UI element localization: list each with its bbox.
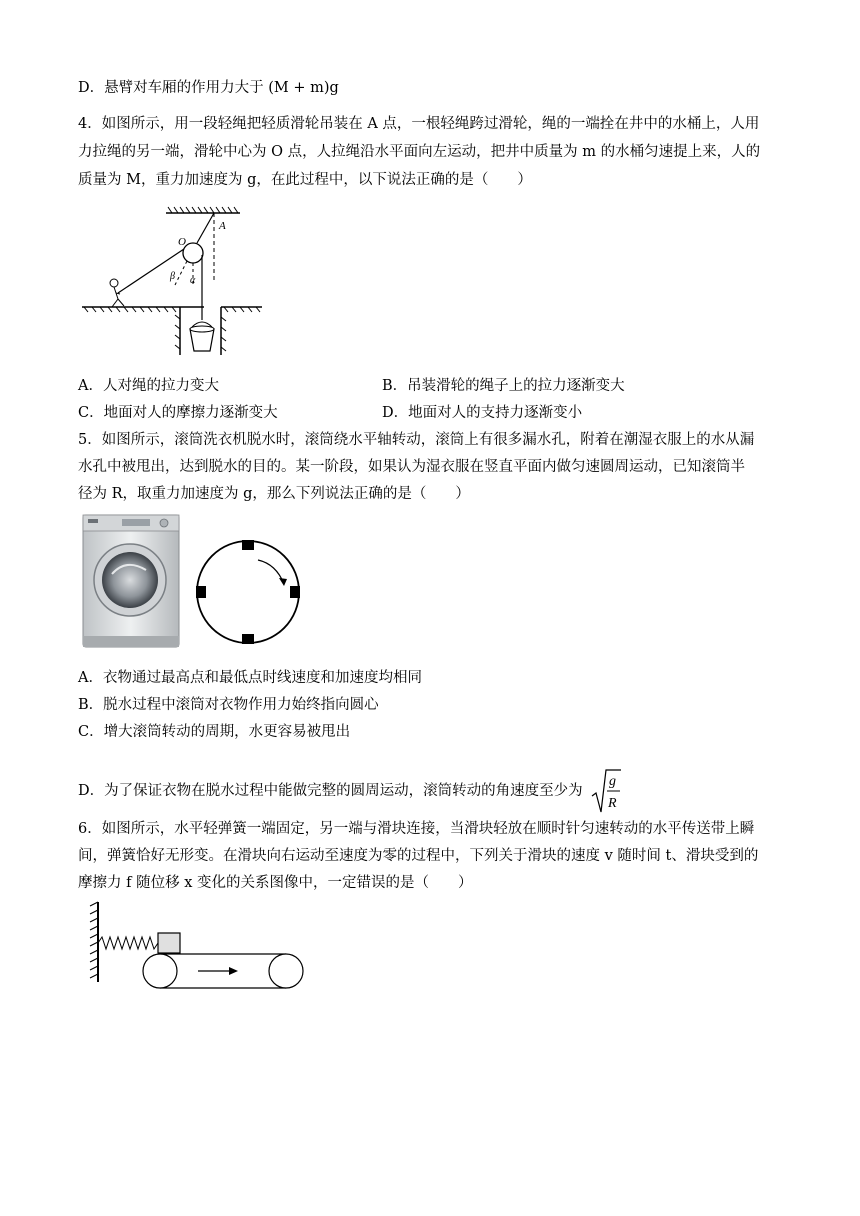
label-alpha: α <box>190 275 196 286</box>
q4-stem-line-1: 4．如图所示，用一段轻绳把轻质滑轮吊装在 A 点，一根轻绳跨过滑轮，绳的一端拴在井中的水桶上，人用 <box>78 116 760 132</box>
label-beta: β <box>170 271 175 282</box>
q5-option-d-text: D．为了保证衣物在脱水过程中能做完整的圆周运动，滚筒转动的角速度至少为 <box>78 783 583 799</box>
formula-numerator: g <box>609 774 617 789</box>
q5-option-d <box>78 768 621 814</box>
sqrt-g-over-r-formula <box>591 768 621 814</box>
q3-option-d: D．悬臂对车厢的作用力大于 (M + m)g <box>78 80 339 96</box>
q4-option-d: D．地面对人的支持力逐渐变小 <box>382 405 583 421</box>
label-a: A <box>219 220 226 232</box>
q5-option-b: B．脱水过程中滚筒对衣物作用力始终指向圆心 <box>78 697 379 713</box>
label-o: O <box>178 236 186 248</box>
q4-pulley-figure <box>80 205 270 360</box>
q6-stem-line-1: 6．如图所示，水平轻弹簧一端固定，另一端与滑块连接，当滑块轻放在顺时针匀速转动的水平传送带上瞬 <box>78 821 755 837</box>
q5-option-a: A．衣物通过最高点和最低点时线速度和加速度均相同 <box>78 670 422 686</box>
q4-option-a: A．人对绳的拉力变大 <box>78 378 219 394</box>
conveyor-figure <box>86 900 310 992</box>
q6-stem-line-2: 间，弹簧恰好无形变。在滑块向右运动至速度为零的过程中，下列关于滑块的速度 v 随时间 t、滑块受到的 <box>78 848 759 864</box>
q5-stem-line-1: 5．如图所示，滚筒洗衣机脱水时，滚筒绕水平轴转动，滚筒上有很多漏水孔，附着在潮湿衣服上的水从漏 <box>78 432 755 448</box>
washing-machine-image <box>82 514 182 650</box>
q6-stem-line-3: 摩擦力 f 随位移 x 变化的关系图像中，一定错误的是（ ） <box>78 875 473 891</box>
q5-stem-line-2: 水孔中被甩出，达到脱水的目的。某一阶段，如果认为湿衣服在竖直平面内做匀速圆周运动，已知滚筒半 <box>78 459 745 475</box>
q5-stem-line-3: 径为 R，取重力加速度为 g，那么下列说法正确的是（ ） <box>78 486 470 502</box>
q4-stem-line-2: 力拉绳的另一端，滑轮中心为 O 点，人拉绳沿水平面向左运动，把井中质量为 m 的水桶匀速提上来，人的 <box>78 144 761 160</box>
q4-option-b: B．吊装滑轮的绳子上的拉力逐渐变大 <box>382 378 625 394</box>
formula-denominator: R <box>608 796 617 811</box>
drum-diagram <box>192 536 306 650</box>
q5-option-c: C．增大滚筒转动的周期，水更容易被甩出 <box>78 724 351 740</box>
q4-stem-line-3: 质量为 M，重力加速度为 g，在此过程中，以下说法正确的是（ ） <box>78 172 532 188</box>
q4-option-c: C．地面对人的摩擦力逐渐变大 <box>78 405 278 421</box>
belt-direction-arrow-icon <box>229 967 238 975</box>
